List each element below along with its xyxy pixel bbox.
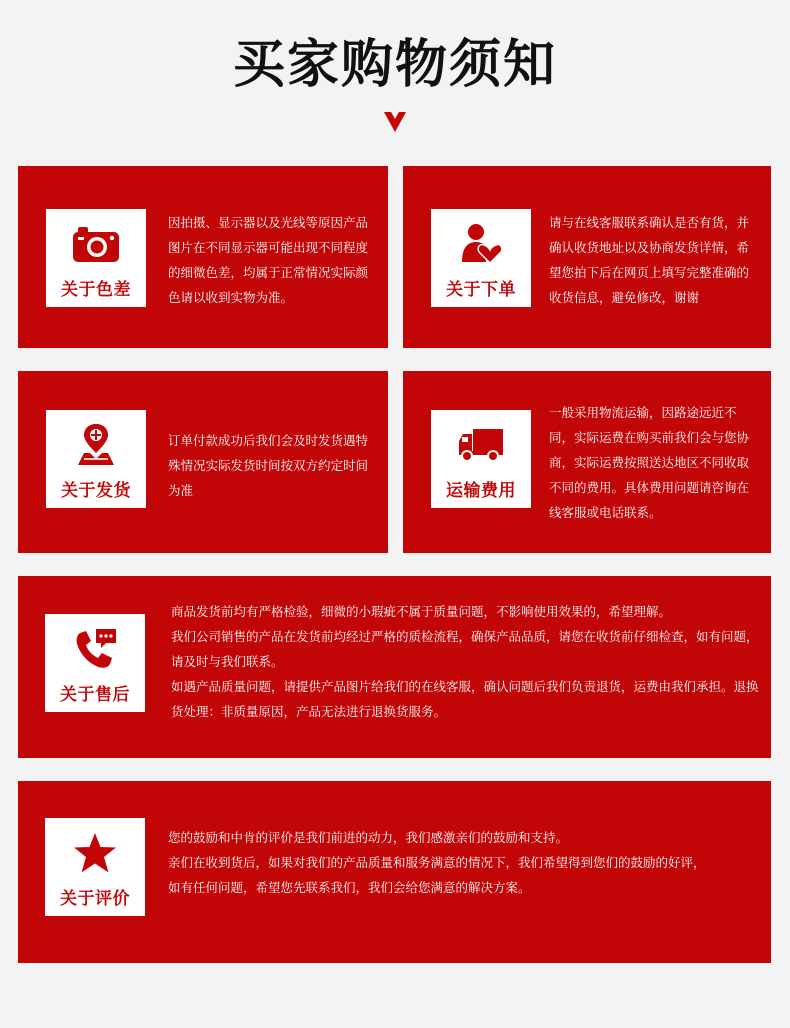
location-map-icon bbox=[46, 422, 146, 468]
section-shipping bbox=[18, 371, 388, 553]
section-badge bbox=[431, 209, 531, 307]
phone-chat-icon bbox=[45, 626, 145, 672]
section-text-line: 我们公司销售的产品在发货前均经过严格的质检流程，确保产品品质，请您在收货前仔细检查，如有问题，请及时与我们联系。 bbox=[171, 629, 759, 669]
section-text: 订单付款成功后我们会及时发货遇特殊情况实际发货时间按双方约定时间为准 bbox=[168, 433, 369, 498]
section-freight bbox=[403, 371, 771, 553]
section-badge bbox=[45, 614, 145, 712]
section-text: 一般采用物流运输，因路途远近不同，实际运费在购买前我们会与您协商，实际运费按照送达地区不同收取不同的费用。具体费用问题请咨询在线客服或电话联系。 bbox=[549, 405, 750, 520]
section-text bbox=[168, 825, 758, 900]
section-badge bbox=[46, 410, 146, 508]
section-label: 关于发货 bbox=[61, 481, 131, 501]
section-text-line: 如遇产品质量问题，请提供产品图片给我们的在线客服，确认问题后我们负责退货，运费由我们承担。退换货处理：非质量原因，产品无法进行退换货服务。 bbox=[171, 679, 759, 719]
section-after-sales bbox=[18, 576, 771, 758]
section-badge bbox=[45, 818, 145, 916]
section-text-line: 如有任何问题，希望您先联系我们，我们会给您满意的解决方案。 bbox=[168, 880, 531, 895]
section-text: 请与在线客服联系确认是否有货，并确认收货地址以及协商发货详情，希望您拍下后在网页上填写完整准确的收货信息，避免修改，谢谢 bbox=[549, 215, 750, 305]
page-title: 买家购物须知 bbox=[232, 34, 557, 95]
section-label: 关于下单 bbox=[446, 280, 516, 300]
user-heart-icon bbox=[431, 221, 531, 267]
section-text-line: 亲们在收到货后，如果对我们的产品质量和服务满意的情况下，我们希望得到您们的鼓励的好评， bbox=[168, 855, 706, 870]
section-badge bbox=[431, 410, 531, 508]
star-icon bbox=[45, 830, 145, 876]
camera-icon bbox=[46, 221, 146, 267]
section-text bbox=[171, 599, 761, 724]
section-review bbox=[18, 781, 771, 963]
section-text-line: 商品发货前均有严格检验，细微的小瑕疵不属于质量问题，不影响使用效果的，希望理解。 bbox=[171, 604, 672, 619]
truck-icon bbox=[431, 422, 531, 468]
section-ordering bbox=[403, 166, 771, 348]
section-label: 关于色差 bbox=[61, 280, 131, 300]
section-label: 运输费用 bbox=[446, 481, 516, 501]
section-text-line: 您的鼓励和中肯的评价是我们前进的动力，我们感激亲们的鼓励和支持。 bbox=[168, 830, 569, 845]
section-color-difference bbox=[18, 166, 388, 348]
section-label: 关于售后 bbox=[60, 685, 130, 705]
section-text: 因拍摄、显示器以及光线等原因产品图片在不同显示器可能出现不同程度的细微色差，均属于正常情况实际颜色请以收到实物为准。 bbox=[168, 215, 369, 305]
down-arrow-icon bbox=[384, 112, 406, 132]
section-label: 关于评价 bbox=[60, 889, 130, 909]
section-badge bbox=[46, 209, 146, 307]
